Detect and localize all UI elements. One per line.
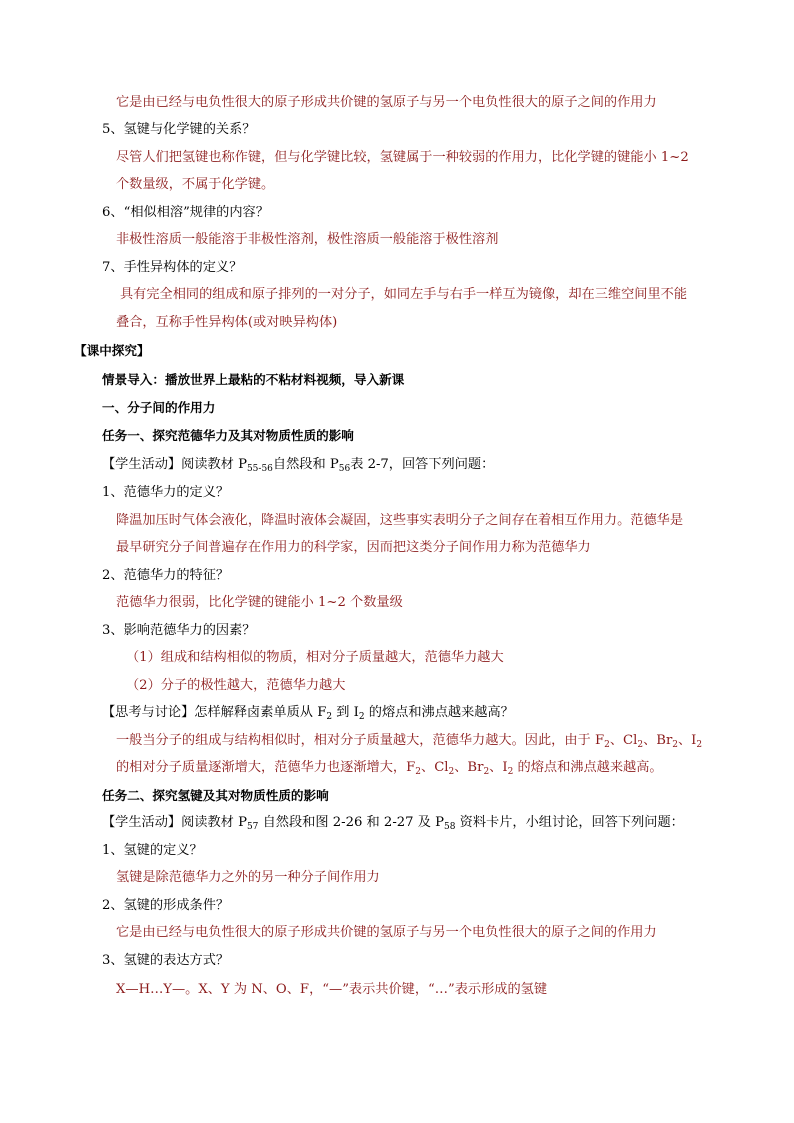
text-line: 它是由已经与电负性很大的原子形成共价键的氢原子与另一个电负性很大的原子之间的作用力 [116,925,657,940]
question-heading: 3、影响范德华力的因素？ [102,623,256,638]
text-line: 个数量级，不属于化学键。 [116,177,275,192]
text-line: （1）组成和结构相似的物质，相对分子质量越大，范德华力越大 [126,650,504,665]
discussion-line: 【思考与讨论】怎样解释卤素单质从 $F_2$ 到 $I_2$ 的熔点和沸点越来越高？ [102,705,514,722]
question-heading: 1、氢键的定义？ [102,843,203,858]
activity-line: 【学生活动】阅读教材 $P_{55-56}$自然段和 $P_{56}$表 2-7，回答下列问题： [102,457,495,474]
text-line: 降温加压时气体会液化，降温时液体会凝固，这些事实表明分子之间存在着相互作用力。范德华是 [116,513,684,528]
question-heading: 1、范德华力的定义？ [102,485,230,500]
activity-line: 【学生活动】阅读教材 $P_{57}$ 自然段和图 2-26 和 2-27 及 $P_{58}$ 资料卡片，小组讨论，回答下列问题： [102,815,684,832]
text-line: 的相对分子质量逐渐增大，范德华力也逐渐增大，$F_2$、$Cl_2$、$Br_2$、$I_2$ 的熔点和沸点越来越高。 [116,760,663,777]
question-heading: 6、“相似相溶”规律的内容？ [102,205,269,220]
text-line: 非极性溶质一般能溶于非极性溶剂，极性溶质一般能溶于极性溶剂 [116,232,499,247]
text-line: 一般当分子的组成与结构相似时，相对分子质量越大，范德华力越大。因此，由于 $F_2$、$Cl_2$、$Br_2$、$I_2$ [116,733,703,750]
question-heading: 2、氢键的形成条件？ [102,898,230,913]
text-line: 它是由已经与电负性很大的原子形成共价键的氢原子与另一个电负性很大的原子之间的作用力 [116,95,657,110]
text-line: 叠合，互称手性异构体(或对映异构体) [116,315,338,330]
question-heading: 2、范德华力的特征？ [102,568,230,583]
section-subheading: 一、分子间的作用力 [102,400,216,415]
text-line: 尽管人们把氢键也称作键，但与化学键比较，氢键属于一种较弱的作用力，比化学键的键能小 1~2 [116,150,689,165]
question-heading: 3、氢键的表达方式？ [102,953,230,968]
question-heading: 7、手性异构体的定义？ [102,260,243,275]
task-heading: 任务一、探究范德华力及其对物质性质的影响 [102,428,354,443]
text-line: 最早研究分子间普遍存在作用力的科学家，因而把这类分子间作用力称为范德华力 [116,540,591,555]
text-line: X—H…Y—。X、Y 为 N、O、F，“—”表示共价键，“…”表示形成的氢键 [116,982,548,997]
task-heading: 任务二、探究氢键及其对物质性质的影响 [102,788,329,803]
section-heading: 【课中探究】 [74,343,150,358]
text-line: 范德华力很弱，比化学键的键能小 1~2 个数量级 [116,595,403,610]
text-line: 具有完全相同的组成和原子排列的一对分子，如同左手与右手一样互为镜像，却在三维空间里不能 [120,287,688,302]
intro-line: 情景导入：播放世界上最粘的不粘材料视频，导入新课 [102,372,405,387]
text-line: 氢键是除范德华力之外的另一种分子间作用力 [116,870,380,885]
question-heading: 5、氢键与化学键的关系？ [102,122,256,137]
text-line: （2）分子的极性越大，范德华力越大 [126,678,346,693]
